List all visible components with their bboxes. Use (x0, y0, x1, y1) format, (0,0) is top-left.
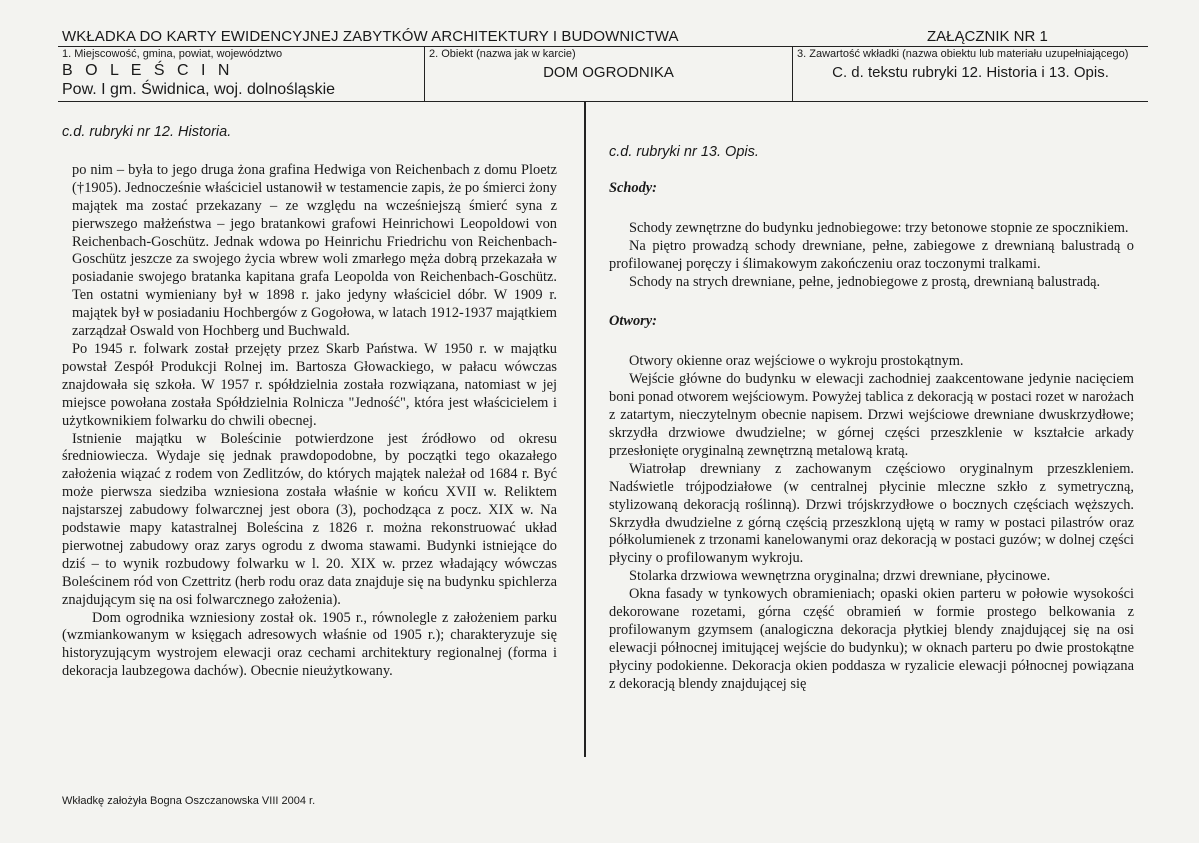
openings-paragraph: Stolarka drzwiowa wewnętrzna oryginalna; drzwi drewniane, płycinowe. (629, 568, 1051, 585)
contents-value: C. d. tekstu rubryki 12. Historia i 13. Opis. (832, 64, 1109, 81)
openings-paragraph: Okna fasady w tynkowych obramieniach; opaski okien parteru w połowie wysokości dekorowane rozetami, górna część obramień w formie prostego belkowania z profilowanym gzymsem (analogiczna dekoracja płytkiej blendy znajdującej się na osi elewacji północnej imitującej wejście do budynku); w oknach parteru po dwie prostokątne płyciny podokienne. Dekoracja okien poddasza w ryzalicie elewacji północnej powiązana z dekoracją blendy znajdującej się (609, 586, 1134, 692)
object-cell (424, 47, 792, 101)
contents-cell (792, 47, 1148, 101)
place-name: B O L E Ś C I N (62, 62, 234, 79)
openings-paragraph: Wiatrołap drewniany z zachowanym częściowo oryginalnym przeszkleniem. Nadświetle trójpodziałowe (w centralnej płycinie mleczne szkło z symetryczną, stylizowaną dekoracją roślinną). Drzwi trójskrzydłowe o bocznych częściach węższych. Skrzydła dwudzielne z górną częścią przeszkloną ujętą w ramy w postaci pilastrów oraz półkolumienek z trzonami kanelowanymi oraz dekoracją w postaci guzów; w dolnej części płyciny o profilowanym wykroju. (609, 460, 1134, 567)
stairs-paragraph: Na piętro prowadzą schody drewniane, pełne, zabiegowe z drewnianą balustradą o profilowanej poręczy i ślimakowym zakończeniu oraz toczonymi tralkami. (609, 237, 1134, 272)
place-label: 1. Miejscowość, gmina, powiat, województwo (62, 48, 283, 60)
object-label: 2. Obiekt (nazwa jak w karcie) (429, 48, 576, 60)
attachment-number: ZAŁĄCZNIK NR 1 (927, 28, 1048, 45)
spacer (609, 291, 1134, 313)
place-cell (58, 47, 424, 101)
header-table (58, 46, 1148, 102)
object-name: DOM OGRODNIKA (543, 64, 674, 81)
history-paragraph: po nim – była to jego druga żona grafina Hedwiga von Reichenbach z domu Ploetz (†1905). Jednocześnie właściciel ustanowił w testamencie zapis, że po śmierci żony majątek ma zostać przekazany – ze względu na wcześniejszą śmierć syna z pierwszego małżeństwa – jego bratankowi grafowi Heinrichowi Leopoldowi von Reichenbach-Goschütz. Jednak wdowa po Heinrichu Friedrichu von Reichenbach-Goschütz jeszcze za swojego życia wbrew woli zmarłego męża dobrą przekazała w posiadanie swojego bratanka kapitana grafa Leopolda von Reichenbach-Goschütz. Ten ostatni wymieniany był w 1898 r. jako jedyny właściciel dóbr. W 1909 r. majątek był w posiadaniu Hochbergów z Gogołowa, w latach 1912-1937 majątkiem zarządzał Oswald von Hochberg und Buchwald. (72, 161, 557, 340)
stairs-paragraph: Schody zewnętrzne do budynku jednobiegowe: trzy betonowe stopnie ze spocznikiem. (629, 219, 1129, 236)
description-rubric: c.d. rubryki nr 13. Opis. (609, 144, 759, 160)
history-rubric: c.d. rubryki nr 12. Historia. (62, 124, 232, 140)
openings-paragraph: Wejście główne do budynku w elewacji zachodniej zaakcentowane jedynie nacięciem boni ponad otworem wejściowym. Powyżej tablica z dekoracją w postaci rozet w narożach z zatartym, nieczytelnym obecnie napisem. Drzwi wejściowe drewniane dwuskrzydłowe; skrzydła drzwiowe dwudzielne; w górnej części przeszklenie w kształcie arkady przesłonięte oryginalną zewnętrzną metalową kratą. (609, 371, 1134, 459)
footer-author-note: Wkładkę założyła Bogna Oszczanowska VIII 2004 r. (62, 795, 316, 807)
openings-paragraph: Otwory okienne oraz wejściowe o wykroju prostokątnym. (629, 353, 964, 370)
column-divider (584, 102, 586, 757)
spacer (609, 198, 1134, 220)
description-column (609, 144, 1134, 694)
contents-label: 3. Zawartość wkładki (nazwa obiektu lub materiału uzupełniającego) (797, 48, 1129, 60)
stairs-paragraph: Schody na strych drewniane, pełne, jednobiegowe z prostą, drewnianą balustradą. (629, 273, 1101, 290)
form-title: WKŁADKA DO KARTY EWIDENCYJNEJ ZABYTKÓW ARCHITEKTURY I BUDOWNICTWA (62, 28, 679, 45)
history-paragraph: Istnienie majątku w Boleścinie potwierdzone jest źródłowo od okresu średniowiecza. Wydaje się jednak prawdopodobne, by początki tego okazałego założenia wiązać z rodem von Zedlitzów, do których majątek należał od 1684 r. Być może pierwsza siedziba wzniesiona została właśnie w końcu XVII w. Reliktem najstarszej zabudowy folwarcznej jest obora (3), pochodząca z pocz. XIX w. Na podstawie mapy katastralnej Boleścina z 1826 r. można rekonstruować układ pierwotnej zabudowy oraz zarys ogrodu z dwoma stawami. Budynki istniejące do dziś – to wynik rozbudowy folwarku w l. 20. XIX w. przez władający wówczas Boleścinem ród von Czettritz (herb rodu oraz data znajduje się na budynku spichlerza znajdującym się na osi folwarcznego założenia). (62, 430, 557, 608)
spacer (609, 331, 1134, 353)
openings-heading: Otwory: (609, 313, 657, 330)
history-paragraph: Dom ogrodnika wzniesiony został ok. 1905 r., równolegle z założeniem parku (wzmiankowanym w księgach adresowych właśnie od 1905 r.); charakteryzuje się historyzującym wystrojem elewacji oraz cechami architektury regionalnej (forma i dekoracja laubzegowa dachów). Obecnie nieużytkowany. (62, 609, 557, 680)
history-column (62, 124, 557, 681)
place-region: Pow. I gm. Świdnica, woj. dolnośląskie (62, 81, 336, 98)
stairs-heading: Schody: (609, 179, 657, 196)
history-paragraph: Po 1945 r. folwark został przejęty przez Skarb Państwa. W 1950 r. w majątku powstał Zespół Produkcji Rolnej im. Bartosza Głowackiego, w pałacu wówczas znajdowała się szkoła. W 1957 r. spółdzielnia została rozwiązana, natomiast w jej miejsce powołana została Spółdzielnia Rolnicza "Jedność", która jest właścicielem i użytkownikiem folwarku do chwili obecnej. (62, 340, 557, 429)
